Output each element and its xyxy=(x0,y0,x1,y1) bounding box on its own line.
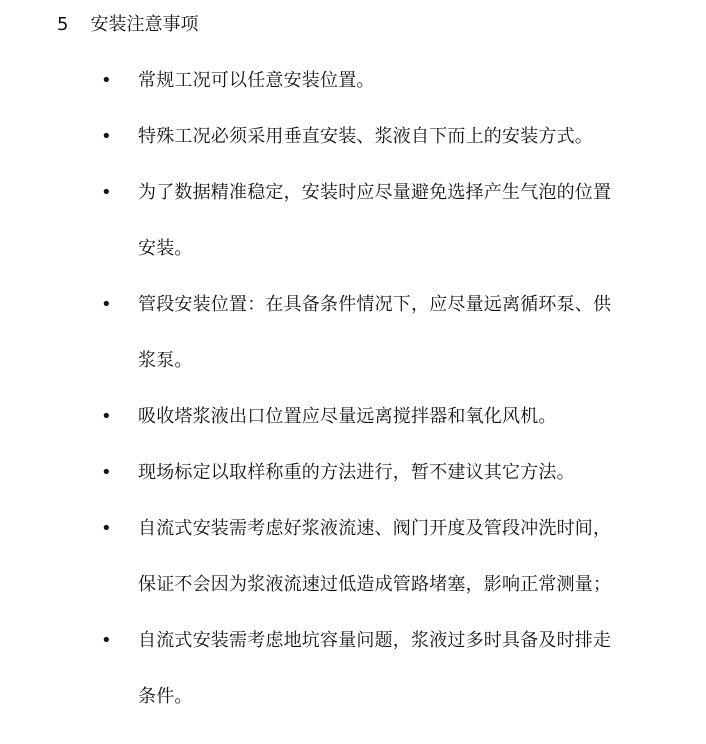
bullet-marker: • xyxy=(101,630,112,651)
list-item-line: 吸收塔浆液出口位置应尽量远离搅拌器和氧化风机。 xyxy=(138,406,557,427)
list-item-line: 特殊工况必须采用垂直安装、浆液自下而上的安装方式。 xyxy=(138,126,593,147)
list-item-line: 条件。 xyxy=(138,686,193,707)
list-item-line: 自流式安装需考虑好浆液流速、阀门开度及管段冲洗时间， xyxy=(138,518,612,539)
bullet-marker: • xyxy=(101,462,112,483)
list-item-line: 管段安装位置：在具备条件情况下，应尽量远离循环泵、供 xyxy=(138,294,612,315)
list-item-line: 安装。 xyxy=(138,238,193,259)
list-item-line: 常规工况可以任意安装位置。 xyxy=(138,70,375,91)
bullet-marker: • xyxy=(101,294,112,315)
list-item-line: 现场标定以取样称重的方法进行，暂不建议其它方法。 xyxy=(138,462,575,483)
list-item-line: 为了数据精准稳定，安装时应尽量避免选择产生气泡的位置 xyxy=(138,182,612,203)
list-item-line: 保证不会因为浆液流速过低造成管路堵塞，影响正常测量； xyxy=(138,574,612,595)
section-number: 5 xyxy=(57,14,69,35)
bullet-marker: • xyxy=(101,70,112,91)
list-item-line: 浆泵。 xyxy=(138,350,193,371)
section-title: 安装注意事项 xyxy=(90,14,199,35)
bullet-marker: • xyxy=(101,406,112,427)
list-item-line: 自流式安装需考虑地坑容量问题，浆液过多时具备及时排走 xyxy=(138,630,612,651)
bullet-marker: • xyxy=(101,518,112,539)
bullet-marker: • xyxy=(101,182,112,203)
bullet-marker: • xyxy=(101,126,112,147)
